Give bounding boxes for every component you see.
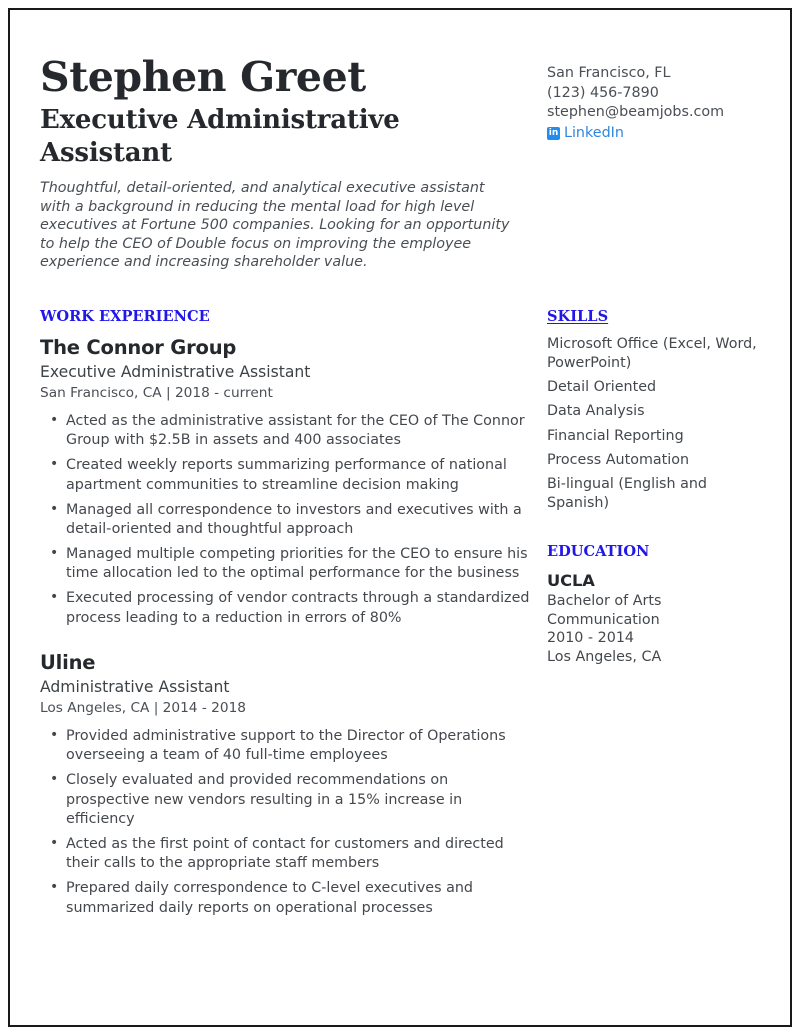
skills-section xyxy=(547,308,762,513)
section-heading-work-experience: WORK EXPERIENCE xyxy=(40,307,210,325)
skill-item: Data Analysis xyxy=(547,403,645,420)
job-bullet: • Managed all correspondence to investors and executives with a detail-oriented and thoughtful approach xyxy=(40,501,532,540)
job-bullets xyxy=(40,412,532,628)
contact-block xyxy=(547,52,762,143)
job-bullet: • Provided administrative support to the Director of Operations overseeing a team of 40 full-time employees xyxy=(40,727,532,766)
contact-email[interactable]: stephen@beamjobs.com xyxy=(547,104,725,120)
education-school: UCLA xyxy=(547,570,595,590)
job-bullet: • Acted as the first point of contact for customers and directed their calls to the appropriate staff members xyxy=(40,835,532,874)
professional-summary: Thoughtful, detail-oriented, and analytical executive assistant with a background in reducing the mental load for high level executives at Fortune 500 companies. Looking for an opportunity to help the CEO of Double focus on improving the employee experience and increasing shareholder value. xyxy=(40,180,510,271)
section-heading-skills: SKILLS xyxy=(547,307,609,325)
education-degree: Bachelor of Arts xyxy=(547,592,662,609)
education-entry xyxy=(547,570,762,667)
section-heading-education: EDUCATION xyxy=(547,542,650,560)
linkedin-label: LinkedIn xyxy=(564,124,624,141)
job-bullet: • Managed multiple competing priorities for the CEO to ensure his time allocation led to the optimal performance for the business xyxy=(40,545,532,584)
job-bullet: • Prepared daily correspondence to C-level executives and summarized daily reports on operational processes xyxy=(40,879,532,918)
job-bullet: • Acted as the administrative assistant for the CEO of The Connor Group with $2.5B in assets and 400 associates xyxy=(40,412,532,451)
education-location: Los Angeles, CA xyxy=(547,649,662,666)
job-company: Uline xyxy=(40,651,96,675)
job-location-dates: San Francisco, CA | 2018 - current xyxy=(40,384,273,401)
job-bullet: • Created weekly reports summarizing performance of national apartment communities to streamline decision making xyxy=(40,456,532,495)
side-column xyxy=(547,308,762,924)
contact-linkedin-link[interactable] xyxy=(547,124,762,144)
skill-item: Financial Reporting xyxy=(547,427,684,444)
contact-phone[interactable]: (123) 456-7890 xyxy=(547,84,659,101)
skill-item: Bi-lingual (English and Spanish) xyxy=(547,476,708,512)
job-location-dates: Los Angeles, CA | 2014 - 2018 xyxy=(40,700,246,717)
job-entry xyxy=(40,335,532,628)
resume-body xyxy=(40,308,762,924)
contact-location: San Francisco, FL xyxy=(547,65,671,81)
education-major: Communication xyxy=(547,611,660,628)
job-bullets xyxy=(40,727,532,918)
skill-item: Detail Oriented xyxy=(547,379,657,396)
education-years: 2010 - 2014 xyxy=(547,630,635,647)
job-entry xyxy=(40,650,532,918)
main-column xyxy=(40,308,532,924)
candidate-name: Stephen Greet xyxy=(40,53,366,101)
resume-content xyxy=(10,10,790,1025)
job-role: Executive Administrative Assistant xyxy=(40,362,311,381)
skill-item: Microsoft Office (Excel, Word, PowerPoint) xyxy=(547,335,757,371)
skill-item: Process Automation xyxy=(547,451,690,468)
job-bullet: • Closely evaluated and provided recommendations on prospective new vendors resulting in a 15% increase in efficiency xyxy=(40,771,532,829)
linkedin-icon: in xyxy=(548,127,559,138)
job-company: The Connor Group xyxy=(40,335,237,359)
header-identity xyxy=(40,52,540,272)
resume-header xyxy=(40,52,762,272)
resume-page xyxy=(8,8,792,1027)
education-section xyxy=(547,543,762,667)
job-bullet: • Executed processing of vendor contracts through a standardized process leading to a reduction in errors of 80% xyxy=(40,589,532,628)
job-role: Administrative Assistant xyxy=(40,678,230,697)
candidate-job-title: Executive Administrative Assistant xyxy=(40,105,400,168)
